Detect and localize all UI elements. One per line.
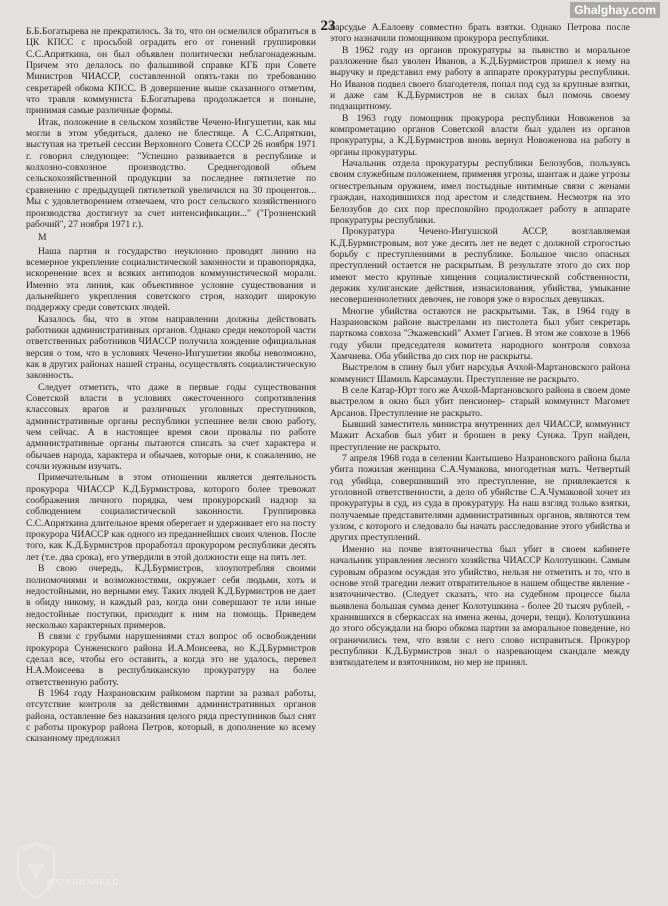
paragraph: 7 апреля 1968 года в селении Кантышево Назрановского района была убита пожилая женщина С.А.Чумакова, многодетная мать. Четвертый год убийца, совершивший это преступление, не привлекается к уголовной ответственности, а дело об убийстве С.А.Чумаковой хочет из прокуратуры в суд, из суда в прокуратуру. На наш взгляд только взятки, получаемые представителями административных органов, являются тем узлом, с которого и следовало бы начать расследование этого убийства и других преступлений. (330, 453, 630, 544)
paragraph: В 1964 году Назрановским райкомом партии за развал работы, отсутствие контроля за действиями административных органов района, оставление без наказания целого ряда преступников был снят с работы прокурор района Петров, который, в дополнение ко всему сказанному предложил (26, 687, 316, 745)
paragraph: В свою очередь, К.Д.Бурмистров, злоупотребляя своими полномочиями и возможностями, окружает себя людьми, хоть и недостойными, но верными ему. Таких людей К.Д.Бурмистров не дает в обиду никому, и каждый раз, когда они совершают те или иные недостойные поступки, приходит к ним на помощь. Приведем несколько характерных примеров. (26, 563, 316, 631)
paragraph: Следует отметить, что даже в первые годы существования Советской власти в условиях ожесточенного сопротивления классовых врагов и различных уголовных преступников, административные органы республики успешнее вели свою работу, чем сейчас. А в настоящее время свои провалы по работе административные органы пытаются списать за счет характера и обычаев народа, характера и обычаев, которые они, к сожалению, не сочли нужным изучать. (26, 381, 316, 473)
paragraph: Прокуратура Чечено-Ингушской АССР, возглавляемая К.Д.Бурмистровым, вот уже десять лет не ведет с должной строгостью борьбу с преступлениями в республике. Большое число опасных преступлений остается не раскрытым. В результате этого до сих пор имеют место крупные хищения социалистической собственности, держик хулиганские действия, изнасилования, убийства, умыкание несовершеннолетних девочек, не говоря уже о взрослых девушках. (330, 226, 630, 306)
paragraph: Казалось бы, что в этом направлении должны действовать работники административных органов. Однако среди некоторой части ответственных работников ЧИАССР получила хождение официальная версия о том, что в условиях Чечено-Ингушетии якобы невозможно, как в других районах нашей страны, осуществлять социалистическую законность. (26, 313, 316, 382)
paragraph: нарсудье А.Еалоеву совместно брать взятки. Однако Петрова после этого назначили помощником прокурора республики. (330, 22, 630, 45)
paragraph: Выстрелом в спину был убит нарсудья Ачхой-Мартановского района коммунист Шамиль Карсамаули. Преступление не раскрыто. (330, 362, 630, 385)
page-number: 23 (320, 18, 336, 34)
paragraph: Бывший заместитель министра внутренних дел ЧИАССР, коммунист Мажит Асхабов был убит и брошен в реку Сунжа. Труп найден, преступление не раскрыто. (330, 419, 630, 453)
paragraph: Многие убийства остаются не раскрытыми. Так, в 1964 году в Назрановском районе выстрелами из пистолета был убит секретарь парткома совхоза "Экажевский" Ахмет Гагиев. В этом же совхозе в 1966 году убили председателя комитета народного контроля совхоза Хамчиева. Оба убийства до сих пор не раскрыты. (330, 305, 630, 362)
paragraph: В связи с грубыми нарушениями стал вопрос об освобождении прокурора Сунженского района И.А.Моисеева, но К.Д.Бурмистров сделал все, чтобы его оставить, а когда это не удалось, перевел Н.А.Моисеева в республиканскую прокуратуру на более ответственную работу. (26, 631, 316, 688)
paragraph: М (38, 232, 47, 244)
site-watermark: Ghalghay.com (570, 2, 660, 18)
paragraph: В 1963 году помощник прокурора республики Новоженов за компрометацию органов Советской власти был удален из органов прокуратуры, а К.Д.Бурмистров вновь вернул Новоженова на работу в органы прокуратуры. (330, 112, 630, 158)
watermark-stamp-text: WATERMARKED (46, 878, 120, 887)
right-text-column (330, 22, 630, 669)
paragraph: Примечательным в этом отношении является деятельность прокурора ЧИАССР К.Д.Бурмистрова, которого более тревожат соображения личного порядка, чем прокурорский надзор за соблюдением социалистической законности. Группировка С.С.Апряткина длительное время оберегает и удерживает его на посту прокурора ЧИАССР как одного из преданнейших своих членов. После того, как К.Д.Бурмистров проработал прокурором республики десять лет (т.е. два срока), его утвердили в этой должности еще на пять лет. (26, 472, 316, 563)
paragraph: Итак, положение в сельском хозяйстве Чечено-Ингушетии, как мы могли в этом убедиться, далеко не блестяще. А С.С.Апряткин, выступая на третьей сессии Верховного Совета СССР 26 ноября 1971 г. говорил следующее: "Успешно развивается в республике и колхозно-совхозное производство. Среднегодовой объем сельскохозяйственной продукции за последнее пятилетие по сравнению с предыдущей пятилеткой увеличился на 30 процентов... Мы с удовлетворением отмечаем, что рост сельского хозяйственного производства достигнут за счет интенсификации..." ("Грозненский рабочий", 27 ноября 1971 г.). (26, 116, 316, 230)
left-text-column (26, 26, 316, 745)
paragraph: Именно на почве взяточничества был убит в своем кабинете начальник управления лесного хозяйства ЧИАССР Колотушкин. Самым суровым образом осуждая это убийство, нельзя не отметить и то, что в основе этой трагедии лежит отвратительное в нашем обществе явление - взяточничество. (Следует сказать, что на судебном процессе была выявлена большая сумма денег Колотушкина - более 20 тысяч рублей, - хранившихся в сберкассах на имена жены, дочери, тещи). Колотушкина до этого обсуждали на бюро обкома партии за аморальное поведение, но ограничились тем, что взяли с него слово исправиться. Прокурор республики К.Д.Бурмистров знал о назревающем скандале между взяткодателем и взяточником, но мер не принял. (330, 543, 630, 669)
watermark-shield-icon (6, 838, 106, 904)
paragraph: Наша партия и государство неуклонно проводят линию на всемерное укрепление социалистической законности и правопорядка, искоренение всех и всяких антиподов коммунистической морали. Именно эта линия, как объективное условие существования и дальнейшего укрепления советского строя, находит широкую поддержку среди советских людей. (26, 245, 316, 314)
paragraph: Начальник отдела прокуратуры республики Белозубов, пользуясь своим служебным положением, применяя угрозы, шантаж и даже угрозы огнестрельным оружием, имел постыдные интимные связи с женами граждан, находившихся под арестом и следствием. Несмотря на это Белозубов до сих пор преспокойно продолжает работу в аппарате прокуратуры республики. (330, 158, 630, 226)
paragraph: В 1962 году из органов прокуратуры за пьянство и моральное разложение был уволен Иванов, а К.Д.Бурмистров пришел к нему на выручку и представил ему работу в аппарате прокуратуры республики. Но Иванов подвел своего благодетеля, попал под суд за крупные взятки, и даже сам К.Д.Бурмистров не в силах был помочь своему подзащитному. (330, 44, 630, 113)
paragraph: В селе Катар-Юрт того же Ачхой-Мартановского района в своем доме выстрелом в окно был убит пенсионер- старый коммунист Магомет Арсанов. Преступление не раскрыто. (330, 385, 630, 419)
paragraph: Б.Б.Богатырева не прекратилось. За то, что он осмелился обратиться в ЦК КПСС с просьбой оградить его от гонений группировки С.С.Апряткина, он был объявлен политически неблагонадежным. Причем это делалось по фальшивой справке КГБ при Совете Министров ЧИАССР, составленной опять-таки по требованию секретарей обкома КПСС. В довершение выше сказанного отметим, что травля коммуниста Б.Богатырева продолжается и поныне, принимая самые различные формы. (26, 26, 316, 117)
